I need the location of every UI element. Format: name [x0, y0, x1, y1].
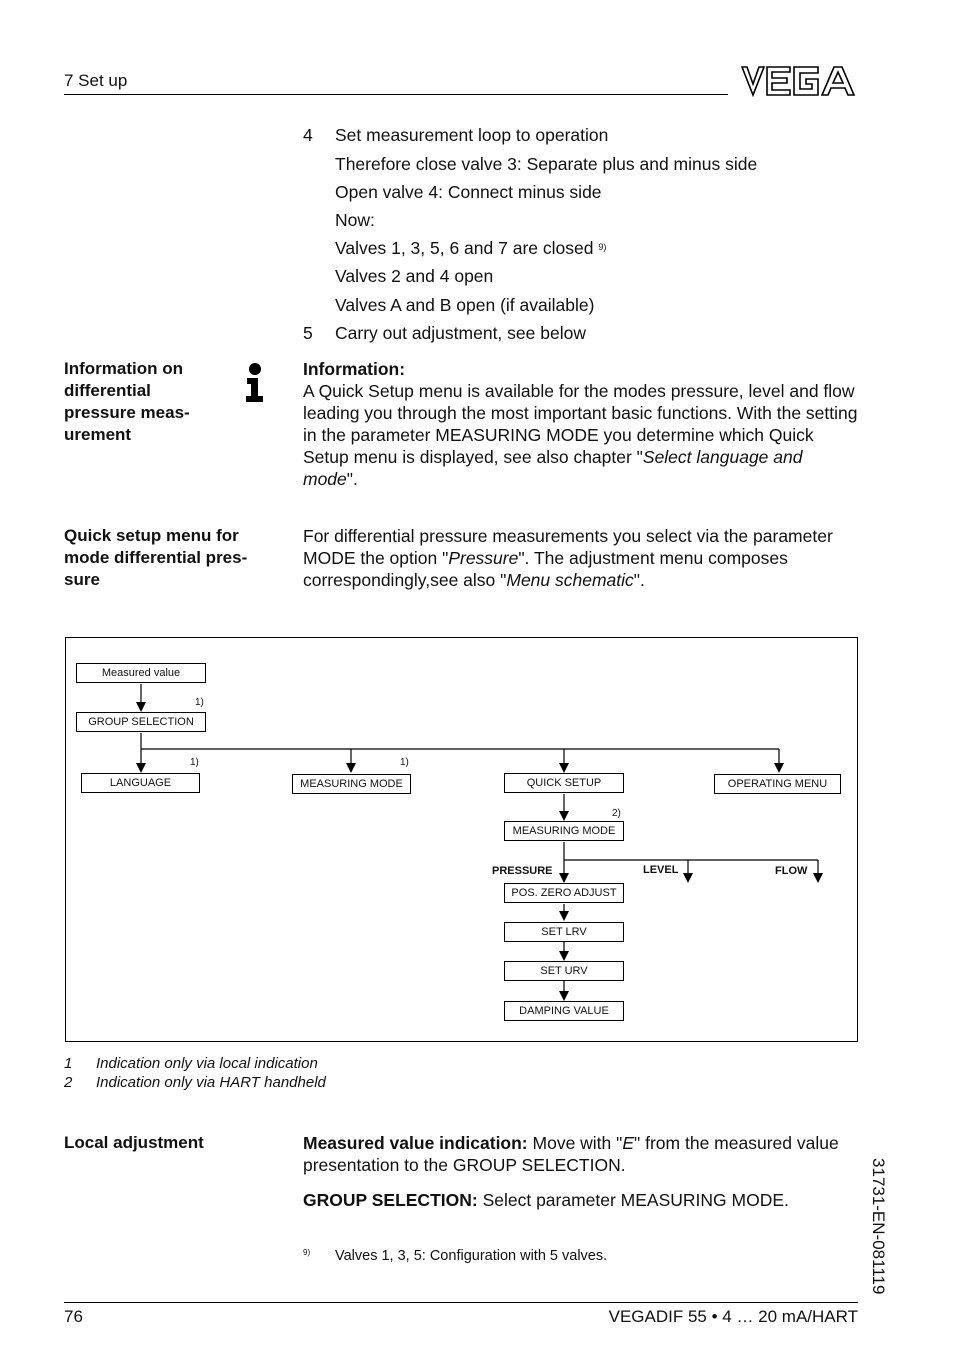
- vega-logo: [740, 64, 858, 98]
- footnote-number: 9): [303, 1248, 311, 1257]
- footnote-ref: 9): [598, 242, 607, 252]
- document-code: 31731-EN-081119: [869, 1158, 888, 1295]
- footnote-number: 2: [64, 1074, 73, 1091]
- info-label: Information:: [303, 359, 406, 379]
- box-pos-zero-adjust: POS. ZERO ADJUST: [504, 883, 624, 903]
- step-4: [303, 124, 608, 146]
- diagram-footnote: [64, 1054, 318, 1073]
- step-number: 5: [303, 323, 313, 343]
- product-name: VEGADIF 55 • 4 … 20 mA/HART: [608, 1307, 858, 1326]
- box-operating-menu: OPERATING MENU: [714, 774, 841, 794]
- mv-label: Measured value indication:: [303, 1133, 528, 1153]
- info-side-heading: Information on differential pressure meas-urement: [64, 359, 190, 444]
- local-side-heading: Local adjustment: [64, 1133, 204, 1152]
- box-set-lrv: SET LRV: [504, 922, 624, 942]
- quick-side-heading: Quick setup menu for mode differential pres-sure: [64, 526, 248, 589]
- section-header: 7 Set up: [64, 71, 128, 90]
- info-text: ".: [346, 469, 358, 489]
- local-paragraph-2: [303, 1189, 861, 1211]
- diagram-connectors: [66, 638, 859, 1043]
- step-sub-line: Open valve 4: Connect minus side: [335, 182, 602, 202]
- info-paragraph: [303, 358, 861, 490]
- quick-text: ". The adjustment menu composes correspondingly,see also ": [303, 548, 788, 590]
- info-icon: [244, 362, 266, 404]
- footnote-text: Indication only via local indication: [96, 1055, 318, 1072]
- footnote-2-marker: 2): [612, 808, 621, 819]
- step-text: Set measurement loop to operation: [335, 125, 609, 145]
- label-level: LEVEL: [643, 864, 679, 876]
- footnote-text: Valves 1, 3, 5: Configuration with 5 valves.: [335, 1248, 608, 1264]
- box-language: LANGUAGE: [81, 773, 200, 793]
- footer-rule: [64, 1302, 858, 1303]
- gs-label: GROUP SELECTION:: [303, 1190, 478, 1210]
- label-pressure: PRESSURE: [492, 865, 553, 877]
- step-sub-text: Valves 1, 3, 5, 6 and 7 are closed: [335, 238, 594, 258]
- step-sub-line: Therefore close valve 3: Separate plus and minus side: [335, 154, 758, 174]
- header-rule: [64, 94, 728, 95]
- local-text: Select parameter MEASURING MODE.: [477, 1190, 789, 1210]
- box-damping-value: DAMPING VALUE: [504, 1001, 624, 1021]
- step-sub-line: Now:: [335, 210, 375, 230]
- menu-schematic: [65, 637, 858, 1042]
- local-text: Move with ": [527, 1133, 623, 1153]
- step-sub-line: [335, 237, 606, 259]
- quick-text: ".: [633, 570, 645, 590]
- label-flow: FLOW: [775, 865, 808, 877]
- step-5: [303, 322, 586, 344]
- footnote-1-marker: 1): [400, 757, 409, 768]
- box-set-urv: SET URV: [504, 961, 624, 981]
- footnote-1-marker: 1): [195, 697, 204, 708]
- info-text: A Quick Setup menu is available for the modes pressure, level and flow leading you through the most important basic functions. With the setting in the parameter MEASURING MODE you determine which Quick Setup menu is displayed, see also chapter ": [303, 381, 858, 467]
- footnote-1-marker: 1): [190, 757, 199, 768]
- step-sub-line: Valves A and B open (if available): [335, 295, 595, 315]
- quick-text-italic: Pressure: [448, 548, 519, 568]
- info-text-italic: Select language and mode: [303, 447, 803, 489]
- box-measuring-mode-2: MEASURING MODE: [504, 821, 624, 841]
- local-paragraph-1: [303, 1132, 861, 1176]
- diagram-footnote: [64, 1073, 326, 1092]
- box-measured-value: Measured value: [76, 663, 206, 683]
- quick-paragraph: [303, 525, 861, 591]
- box-measuring-mode: MEASURING MODE: [292, 774, 411, 794]
- local-text: " from the measured value presentation to the GROUP SELECTION.: [303, 1133, 839, 1175]
- page-number: 76: [64, 1307, 83, 1326]
- box-group-selection: GROUP SELECTION: [76, 712, 206, 732]
- page-footnote: [303, 1248, 607, 1264]
- step-text: Carry out adjustment, see below: [335, 323, 586, 343]
- quick-text: For differential pressure measurements you select via the parameter MODE the option ": [303, 526, 833, 568]
- footnote-number: 1: [64, 1055, 73, 1072]
- step-number: 4: [303, 125, 313, 145]
- step-sub-line: Valves 2 and 4 open: [335, 266, 494, 286]
- box-quick-setup: QUICK SETUP: [504, 773, 624, 793]
- footnote-text: Indication only via HART handheld: [96, 1074, 326, 1091]
- local-text-italic: E: [622, 1133, 635, 1153]
- quick-text-italic: Menu schematic: [506, 570, 634, 590]
